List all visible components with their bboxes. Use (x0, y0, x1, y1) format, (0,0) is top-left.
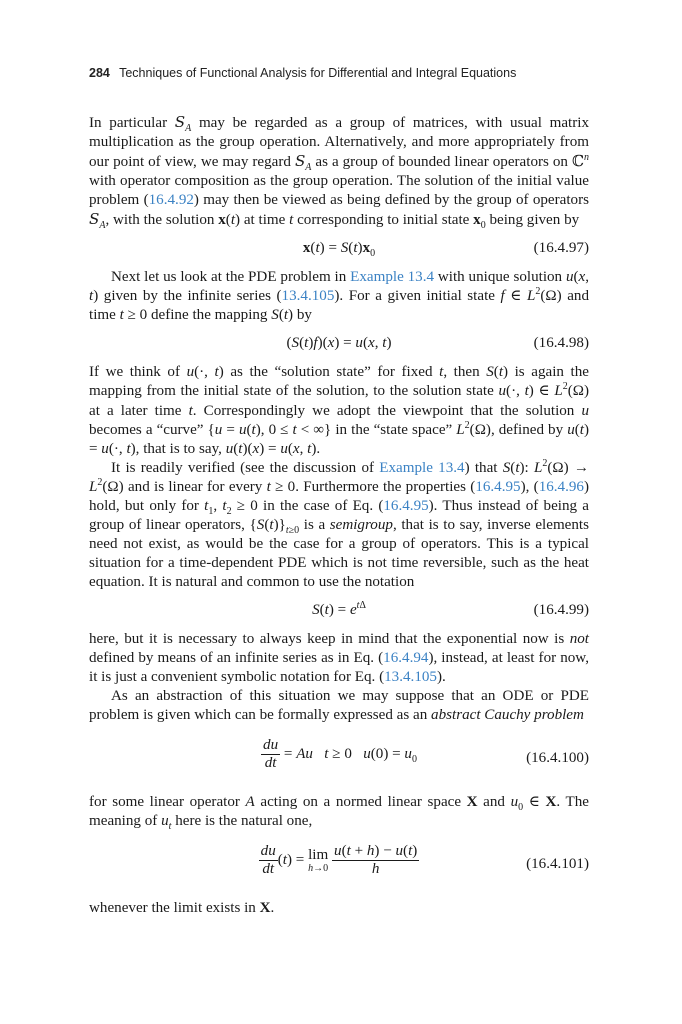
paragraph-7: for some linear operator A acting on a normed linear space X and $u_0$ ∈ X. The meaning of $u_t$ here is the natural one, (89, 794, 589, 833)
ref-16-4-95[interactable]: 16.4.95 (383, 497, 429, 514)
equation-number: (16.4.99) (533, 601, 589, 618)
running-title: Techniques of Functional Analysis for Differential and Integral Equations (119, 66, 517, 80)
ref-16-4-95[interactable]: 16.4.95 (475, 478, 521, 495)
paragraph-6: As an abstraction of this situation we may suppose that an ODE or PDE problem is given which can be formally expressed as an abstract Cauchy problem (89, 688, 589, 724)
paragraph-4: It is readily verified (see the discussion of Example 13.4) that S(t): $L^2(\Omega) \to L^2(\Omega)$ and is linear for every t ≥ 0. Furthermore the properties (16.4.95), (16.4.96) hold, but only for $t_1$, $t_2 \ge 0$ in the case of Eq. (16.4.95). Thus instead of being a group of linear operators, $\{S(t)\}_{t\ge 0}$ is a semigroup, that is to say, inverse elements need not exist, as would be the case for a group of operators. This is a typical situation for a time-dependent PDE which is not time reversible, such as the heat equation. It is natural and common to use the notation (89, 457, 589, 590)
ref-example-13-4[interactable]: Example 13.4 (350, 269, 435, 286)
ref-16-4-92[interactable]: 16.4.92 (148, 192, 194, 209)
ref-13-4-105[interactable]: 13.4.105 (384, 669, 437, 686)
equation-16-4-98: (S(t)f)(x) = u(x, t) (16.4.98) (89, 334, 589, 353)
ref-16-4-94[interactable]: 16.4.94 (383, 650, 429, 667)
ref-13-4-105[interactable]: 13.4.105 (281, 288, 335, 305)
paragraph-1: In particular $S_A$ may be regarded as a group of matrices, with usual matrix multiplication as the group operation. Alternatively, and more appropriately from our point of view, we may regard $S_A$ as a group of bounded linear operators on ℂ$^n$ with operator composition as the group operation. The solution of the initial value problem (16.4.92) may then be viewed as being defined by the group of operators $S_A$, with the solution x(t) at time t corresponding to initial state $x_0$ being given by (89, 113, 589, 232)
equation-16-4-100: $\frac{du}{dt}$ = Au t ≥ 0 $u(0) = u_0$ (16.4.100) (263, 737, 589, 772)
paragraph-8: whenever the limit exists in X. (89, 900, 275, 917)
equation-16-4-99: $S(t) = e^{t\Delta}$ (16.4.99) (89, 601, 589, 620)
page-number: 284 (89, 66, 110, 80)
equation-number: (16.4.97) (533, 240, 589, 257)
paragraph-5: here, but it is necessary to always keep in mind that the exponential now is not defined by means of an infinite series as in Eq. (16.4.94), instead, at least for now, it is just a convenient symbolic notation for Eq. (13.4.105). (89, 630, 589, 686)
ref-16-4-96[interactable]: 16.4.96 (538, 478, 584, 495)
page-body (89, 113, 589, 918)
equation-16-4-97: $x(t) = S(t)x_0$ (16.4.97) (302, 240, 589, 260)
equation-number: (16.4.101) (526, 856, 589, 873)
paragraph-2: Next let us look at the PDE problem in Example 13.4 with unique solution u(x, t) given by the infinite series (13.4.105). For a given initial state f ∈ $L^2(\Omega)$ and time t ≥ 0 define the mapping S(t) by (89, 269, 590, 324)
equation-16-4-101: $\frac{du}{dt}$ (t) = lim h→0 $\frac{u(t + h) - u(t)}{h}$ (16.4.101) (260, 843, 589, 878)
running-header (89, 66, 589, 80)
equation-number: (16.4.98) (533, 335, 589, 352)
ref-example-13-4[interactable]: Example 13.4 (379, 459, 465, 476)
paragraph-3: If we think of u(·, t) as the “solution state” for fixed t, then S(t) is again the mapping from the initial state of the solution, to the solution state u(·, t) ∈ $L^2(\Omega)$ at a later time t. Correspondingly we adopt the viewpoint that the solution u becomes a “curve” {u = u(t), 0 ≤ t < ∞} in the “state space” $L^2(\Omega)$, defined by u(t) = u(·, t), that is to say, u(t)(x) = u(x, t). (89, 364, 590, 457)
equation-number: (16.4.100) (526, 750, 589, 767)
